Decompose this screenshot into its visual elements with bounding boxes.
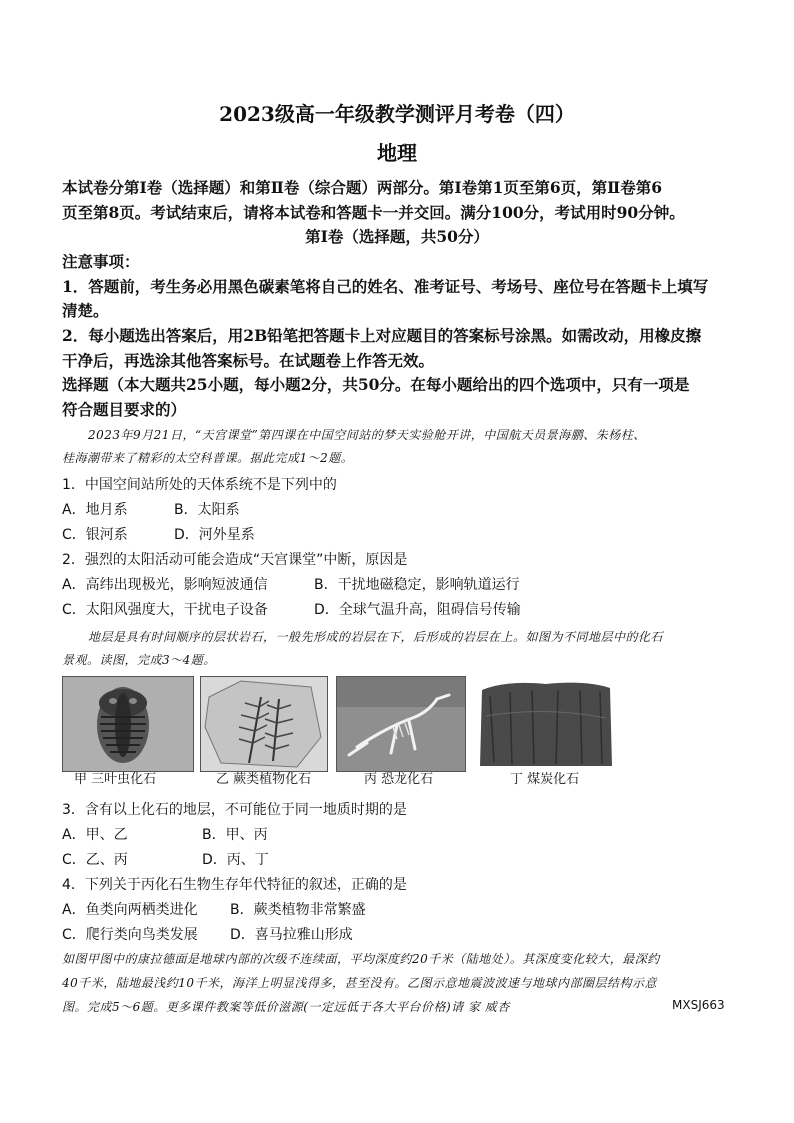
question-1-option-d: D．河外星系	[174, 527, 255, 543]
notice-item-1-line-1: 1．答题前，考生务必用黑色碳素笔将自己的姓名、准考证号、考场号、座位号在答题卡上填写	[62, 277, 709, 296]
passage-1-line-2: 桂海潮带来了精彩的太空科普课。据此完成1～2题。	[62, 451, 354, 465]
intro-line-1: 本试卷分第Ⅰ卷（选择题）和第Ⅱ卷（综合题）两部分。第Ⅰ卷第1页至第6页，第Ⅱ卷第6	[62, 178, 662, 197]
question-2-option-c: C．太阳风强度大，干扰电子设备	[62, 602, 268, 618]
notice-item-1-line-2: 清楚。	[62, 301, 109, 320]
question-2-option-d: D．全球气温升高，阻碍信号传输	[314, 602, 521, 618]
section-line-1: 选择题（本大题共25小题，每小题2分，共50分。在每小题给出的四个选项中，只有一项是	[62, 375, 690, 394]
question-3-option-d: D．丙、丁	[202, 852, 269, 868]
fossil-figures	[62, 676, 622, 770]
question-2-option-b: B．干扰地磁稳定，影响轨道运行	[314, 577, 520, 593]
trilobite-fossil-image	[62, 676, 194, 772]
figure-caption-bing: 丙 恐龙化石	[364, 772, 434, 787]
passage-3-line-1: 如图甲图中的康拉德面是地球内部的次级不连续面，平均深度约20千米（陆地处）。其深度变化较大，最深约	[62, 952, 660, 966]
question-2-stem: 2．强烈的太阳活动可能会造成“天宫课堂”中断，原因是	[62, 552, 408, 568]
question-3-option-b: B．甲、丙	[202, 827, 268, 843]
passage-3-line-3: 图。完成5～6题。更多课件教案等低价滋源(一定远低于各大平台价格)请 家 威杏	[62, 1000, 510, 1014]
subject-title: 地理	[377, 141, 417, 165]
fern-fossil-image	[200, 676, 328, 772]
exam-title: 2023级高一年级教学测评月考卷（四）	[219, 102, 575, 126]
question-3-option-a: A．甲、乙	[62, 827, 128, 843]
passage-2-line-1: 地层是具有时间顺序的层状岩石，一般先形成的岩层在下，后形成的岩层在上。如图为不同地层中的化石	[88, 630, 664, 644]
intro-line-2: 页至第8页。考试结束后，请将本试卷和答题卡一并交回。满分100分，考试用时90分钟。	[62, 203, 685, 222]
figure-caption-ding: 丁 煤炭化石	[510, 772, 580, 787]
question-4-option-d: D．喜马拉雅山形成	[230, 927, 353, 943]
question-3-option-c: C．乙、丙	[62, 852, 128, 868]
notice-heading: 注意事项：	[62, 252, 140, 271]
question-1-stem: 1．中国空间站所处的天体系统不是下列中的	[62, 477, 337, 493]
question-4-option-b: B．蕨类植物非常繁盛	[230, 902, 366, 918]
question-2-option-a: A．高纬出现极光，影响短波通信	[62, 577, 268, 593]
question-4-stem: 4．下列关于丙化石生物生存年代特征的叙述，正确的是	[62, 877, 407, 893]
notice-item-2-line-1: 2．每小题选出答案后，用2B铅笔把答题卡上对应题目的答案标号涂黑。如需改动，用橡皮擦	[62, 326, 702, 345]
document-code: MXSJ663	[672, 998, 725, 1012]
figure-caption-yi: 乙 蕨类植物化石	[216, 772, 312, 787]
passage-1-line-1: 2023年9月21日，“天宫课堂”第四课在中国空间站的梦天实验舱开讲，中国航天员景海鹏、朱杨柱、	[88, 428, 646, 442]
question-1-option-c: C．银河系	[62, 527, 128, 543]
passage-2-line-2: 景观。读图，完成3～4题。	[62, 653, 216, 667]
question-4-option-a: A．鱼类向两栖类进化	[62, 902, 198, 918]
question-1-option-a: A．地月系	[62, 502, 128, 518]
figure-caption-jia: 甲 三叶虫化石	[74, 772, 157, 787]
question-4-option-c: C．爬行类向鸟类发展	[62, 927, 198, 943]
notice-item-2-line-2: 干净后，再选涂其他答案标号。在试题卷上作答无效。	[62, 351, 435, 370]
part-title: 第Ⅰ卷（选择题，共50分）	[305, 227, 489, 246]
question-1-option-b: B．太阳系	[174, 502, 240, 518]
dinosaur-fossil-image	[336, 676, 466, 772]
coal-fossil-image	[476, 676, 616, 770]
passage-3-line-2: 40千米，陆地最浅约10千米，海洋上明显浅得多，甚至没有。乙图示意地震波波速与地球内部圈层结构示意	[62, 976, 658, 990]
question-3-stem: 3．含有以上化石的地层，不可能位于同一地质时期的是	[62, 802, 407, 818]
section-line-2: 符合题目要求的）	[62, 400, 187, 419]
